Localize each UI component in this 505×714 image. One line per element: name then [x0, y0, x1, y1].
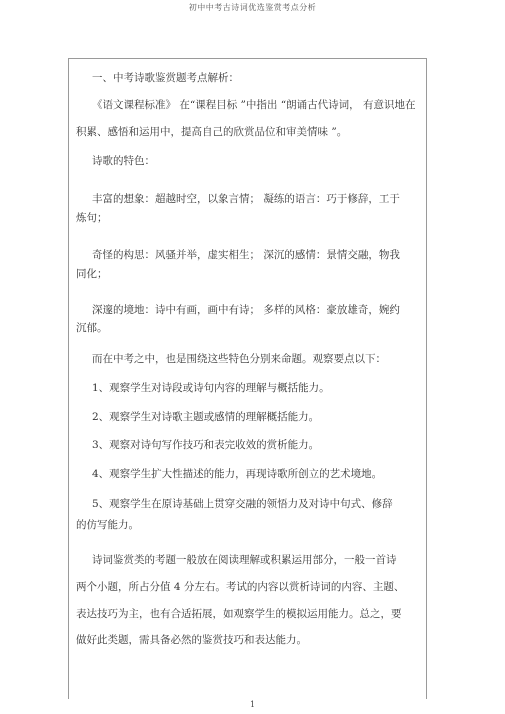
summary-line2: 两个小题，所占分值 4 分左右。考试的内容以赏析诗词的内容、主题、: [76, 581, 405, 593]
page-number: 1: [249, 700, 256, 709]
exam-point-4: 4、观察学生扩大性描述的能力，再现诗歌所创立的艺术境地。: [92, 468, 383, 480]
feature3-line2: 沉郁。: [76, 322, 108, 334]
paragraph-standard-line2: 积累、感悟和运用中，提高自己的欣赏品位和审美情味 ”。: [76, 126, 348, 138]
exam-point-5-line2: 的仿写能力。: [76, 519, 139, 531]
summary-line3: 表达技巧为主，也有合适拓展，如观察学生的模拟运用能力。总之，要: [76, 608, 402, 620]
feature3-line1: 深邃的境地：诗中有画，画中有诗； 多样的风格：豪放雄奇，婉约: [92, 304, 400, 316]
summary-line4: 做好此类题，需具备必然的鉴赏技巧和表达能力。: [76, 634, 307, 646]
paragraph-standard-line1: 《语文课程标准》 在“课程目标 ”中指出 “朗诵古代诗词， 有意识地在: [92, 99, 416, 111]
feature1-line2: 炼句；: [76, 212, 108, 224]
feature2-line1: 奇怪的构思：风骚并举，虚实相生； 深沉的感情：景情交融，物我: [92, 249, 400, 261]
exam-intro: 而在中考之中，也是围绕这些特色分别来命题。观察要点以下：: [92, 353, 386, 365]
page-header: 初中中考古诗词优选鉴赏考点分析: [188, 3, 317, 12]
section-heading: 一、中考诗歌鉴赏题考点解析：: [92, 72, 239, 84]
exam-point-2: 2、观察学生对诗歌主题或感情的理解概括能力。: [92, 411, 320, 423]
exam-point-3: 3、观察对诗句写作技巧和表完收效的赏析能力。: [92, 439, 320, 451]
feature2-line2: 同化；: [76, 268, 108, 280]
summary-line1: 诗词鉴赏类的考题一般放在阅读理解或积累运用部分，一般一首诗: [92, 554, 397, 566]
exam-point-5-line1: 5、观察学生在原诗基础上贯穿交融的领悟力及对诗中句式、修辞: [92, 498, 393, 510]
exam-point-1: 1、观察学生对诗段或诗句内容的理解与概括能力。: [92, 382, 330, 394]
feature1-line1: 丰富的想象：超越时空，以象言情； 凝练的语言：巧于修辞，工于: [92, 193, 400, 205]
features-title: 诗歌的特色：: [92, 155, 155, 167]
